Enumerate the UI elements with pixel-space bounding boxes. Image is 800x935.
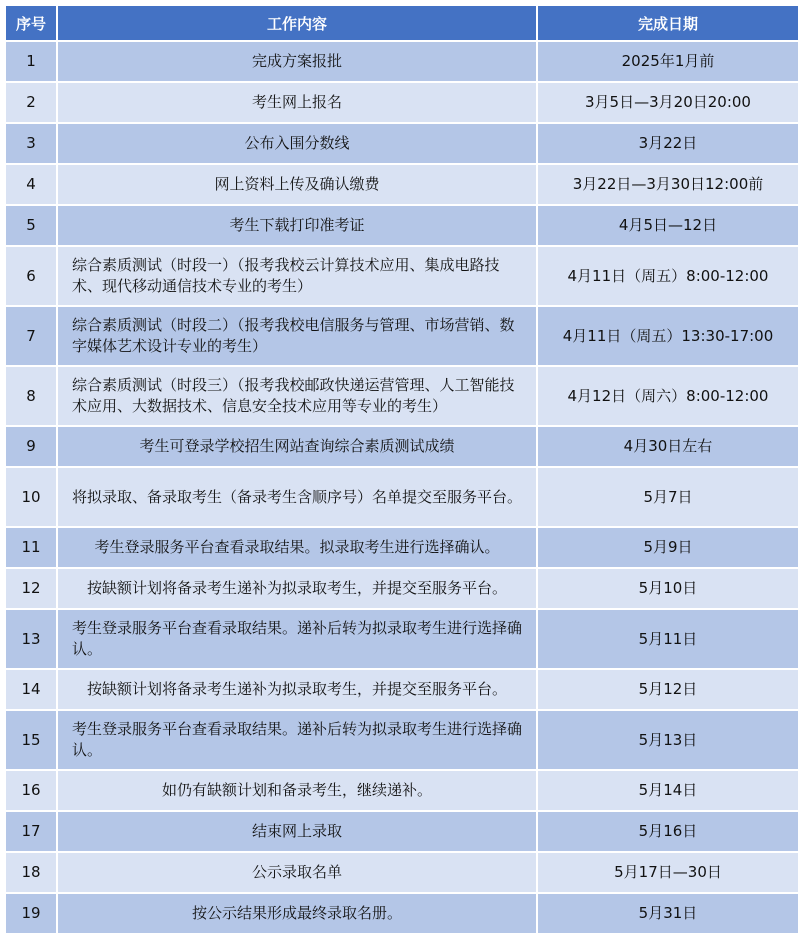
table-row — [6, 812, 798, 851]
row-task: 按缺额计划将备录考生递补为拟录取考生，并提交至服务平台。 — [58, 670, 536, 709]
row-index: 3 — [6, 124, 56, 163]
row-task: 综合素质测试（时段二）（报考我校电信服务与管理、市场营销、数字媒体艺术设计专业的考生） — [58, 307, 536, 365]
row-task: 将拟录取、备录取考生（备录考生含顺序号）名单提交至服务平台。 — [58, 468, 536, 526]
row-index: 4 — [6, 165, 56, 204]
row-index: 5 — [6, 206, 56, 245]
row-task: 按公示结果形成最终录取名册。 — [58, 894, 536, 933]
row-index: 8 — [6, 367, 56, 425]
row-task: 按缺额计划将备录考生递补为拟录取考生，并提交至服务平台。 — [58, 569, 536, 608]
table-row — [6, 610, 798, 668]
header-row — [6, 6, 798, 40]
row-task: 如仍有缺额计划和备录考生，继续递补。 — [58, 771, 536, 810]
row-index: 16 — [6, 771, 56, 810]
row-date: 5月16日 — [538, 812, 798, 851]
row-task: 考生网上报名 — [58, 83, 536, 122]
header-index: 序号 — [6, 6, 56, 40]
row-task: 综合素质测试（时段三）（报考我校邮政快递运营管理、人工智能技术应用、大数据技术、信息安全技术应用等专业的考生） — [58, 367, 536, 425]
row-task: 公示录取名单 — [58, 853, 536, 892]
row-date: 5月13日 — [538, 711, 798, 769]
table-row — [6, 42, 798, 81]
row-task: 考生可登录学校招生网站查询综合素质测试成绩 — [58, 427, 536, 466]
table-row — [6, 468, 798, 526]
row-index: 13 — [6, 610, 56, 668]
row-index: 11 — [6, 528, 56, 567]
row-date: 4月30日左右 — [538, 427, 798, 466]
row-task: 考生下载打印准考证 — [58, 206, 536, 245]
row-task: 网上资料上传及确认缴费 — [58, 165, 536, 204]
row-date: 4月5日—12日 — [538, 206, 798, 245]
row-date: 5月10日 — [538, 569, 798, 608]
row-index: 9 — [6, 427, 56, 466]
row-date: 5月11日 — [538, 610, 798, 668]
table-row — [6, 367, 798, 425]
header-date: 完成日期 — [538, 6, 798, 40]
row-task: 结束网上录取 — [58, 812, 536, 851]
table-row — [6, 165, 798, 204]
row-date: 3月22日 — [538, 124, 798, 163]
row-task: 考生登录服务平台查看录取结果。拟录取考生进行选择确认。 — [58, 528, 536, 567]
row-date: 5月12日 — [538, 670, 798, 709]
table-row — [6, 569, 798, 608]
row-date: 5月7日 — [538, 468, 798, 526]
row-index: 18 — [6, 853, 56, 892]
row-date: 2025年1月前 — [538, 42, 798, 81]
table-row — [6, 427, 798, 466]
row-date: 4月12日（周六）8:00-12:00 — [538, 367, 798, 425]
row-index: 14 — [6, 670, 56, 709]
table-row — [6, 307, 798, 365]
row-index: 12 — [6, 569, 56, 608]
table-row — [6, 771, 798, 810]
table-row — [6, 711, 798, 769]
schedule-table — [4, 4, 800, 935]
row-index: 1 — [6, 42, 56, 81]
table-row — [6, 247, 798, 305]
table-row — [6, 853, 798, 892]
row-index: 10 — [6, 468, 56, 526]
row-date: 5月14日 — [538, 771, 798, 810]
row-index: 19 — [6, 894, 56, 933]
table-row — [6, 83, 798, 122]
table-row — [6, 528, 798, 567]
table-row — [6, 894, 798, 933]
row-date: 5月31日 — [538, 894, 798, 933]
row-date: 4月11日（周五）8:00-12:00 — [538, 247, 798, 305]
table-row — [6, 206, 798, 245]
table-row — [6, 124, 798, 163]
row-date: 4月11日（周五）13:30-17:00 — [538, 307, 798, 365]
row-task: 综合素质测试（时段一）（报考我校云计算技术应用、集成电路技术、现代移动通信技术专业的考生） — [58, 247, 536, 305]
row-date: 5月9日 — [538, 528, 798, 567]
row-index: 7 — [6, 307, 56, 365]
schedule-table-container — [4, 4, 796, 935]
row-task: 完成方案报批 — [58, 42, 536, 81]
row-date: 5月17日—30日 — [538, 853, 798, 892]
row-index: 2 — [6, 83, 56, 122]
row-task: 考生登录服务平台查看录取结果。递补后转为拟录取考生进行选择确认。 — [58, 610, 536, 668]
table-row — [6, 670, 798, 709]
row-date: 3月5日—3月20日20:00 — [538, 83, 798, 122]
row-index: 6 — [6, 247, 56, 305]
row-date: 3月22日—3月30日12:00前 — [538, 165, 798, 204]
row-index: 15 — [6, 711, 56, 769]
header-task: 工作内容 — [58, 6, 536, 40]
row-task: 公布入围分数线 — [58, 124, 536, 163]
row-task: 考生登录服务平台查看录取结果。递补后转为拟录取考生进行选择确认。 — [58, 711, 536, 769]
row-index: 17 — [6, 812, 56, 851]
